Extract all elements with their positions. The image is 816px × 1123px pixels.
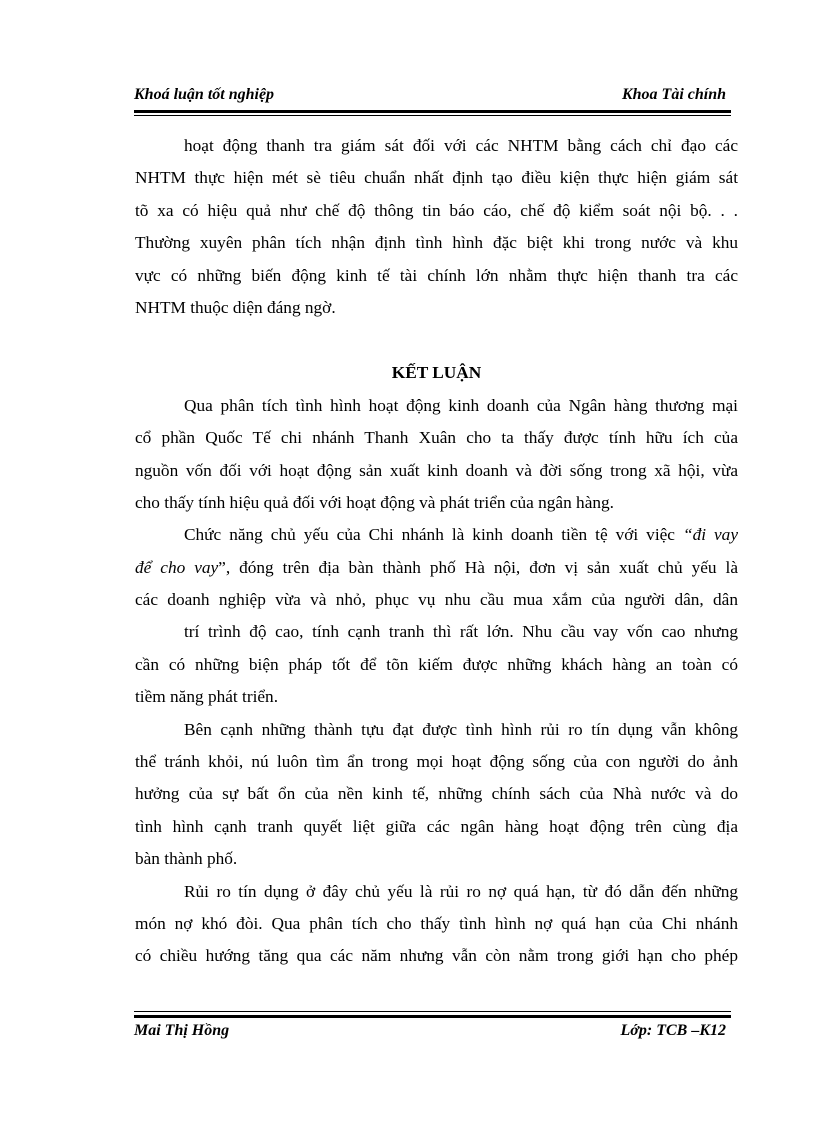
text-line: các doanh nghiệp vừa và nhỏ, phục vụ nhu cầu mua xắm của người dân, dân <box>135 590 738 610</box>
header-thesis-title: Khoá luận tốt nghiệp <box>134 86 275 103</box>
paragraph-4 <box>135 714 738 876</box>
page-footer <box>134 1020 726 1046</box>
footer-divider-thin <box>134 1011 731 1012</box>
text-line: thể tránh khỏi, nú luôn tìm ẩn trong mọi hoạt động sống của con người do ảnh <box>135 752 738 772</box>
section-heading: KẾT LUẬN <box>391 363 482 383</box>
paragraph-2 <box>135 390 738 520</box>
text-line <box>135 519 738 551</box>
text-line: NHTM thuộc diện đáng ngờ. <box>135 297 336 317</box>
footer-author: Mai Thị Hồng <box>134 1022 230 1039</box>
text-line: cổ phần Quốc Tế chi nhánh Thanh Xuân cho ta thấy được tính hữu ích của <box>135 428 738 448</box>
header-divider-thin <box>134 115 731 116</box>
header-faculty: Khoa Tài chính <box>621 86 726 103</box>
text-line: bàn thành phố. <box>135 849 238 869</box>
text-line: Rủi ro tín dụng ở đây chủ yếu là rủi ro nợ quá hạn, từ đó dẫn đến những <box>184 881 738 901</box>
text-line: NHTM thực hiện mét sè tiêu chuẩn nhất định tạo điều kiện thực hiện giám sát <box>135 168 738 188</box>
text-line: có chiều hướng tăng qua các năm nhưng vẫn còn nằm trong giới hạn cho phép <box>135 946 738 966</box>
paragraph-5 <box>135 876 738 973</box>
text-line: cho thấy tính hiệu quả đối với hoạt động và phát triển của ngân hàng. <box>135 492 614 512</box>
header-divider <box>134 110 731 113</box>
text-run: ”, đóng trên địa bàn thành phố Hà nội, đơn vị sản xuất chủ yếu là <box>218 557 738 577</box>
text-line: Thường xuyên phân tích nhận định tình hình đặc biệt khi trong nước và khu <box>135 233 738 253</box>
text-line: tõ xa có hiệu quả như chế độ thông tin báo cáo, chế độ kiểm soát nội bộ. . . <box>135 200 738 220</box>
text-line: trí trình độ cao, tính cạnh tranh thì rất lớn. Nhu cầu vay vốn cao nhưng <box>184 622 738 642</box>
text-line: cần có những biện pháp tốt để tõn kiếm được những khách hàng an toàn có <box>135 654 738 674</box>
quote-text: để cho vay <box>135 557 219 577</box>
footer-divider <box>134 1015 731 1018</box>
text-line: nguồn vốn đối với hoạt động sản xuất kinh doanh và đời sống trong xã hội, vừa <box>135 460 738 480</box>
text-line: vực có những biến động kinh tế tài chính lớn nhằm thực hiện thanh tra các <box>135 265 738 285</box>
text-line: Bên cạnh những thành tựu đạt được tình hình rủi ro tín dụng vẫn không <box>184 719 738 739</box>
paragraph-3 <box>135 519 738 713</box>
text-line: hoạt động thanh tra giám sát đối với các NHTM bằng cách chỉ đạo các <box>184 136 738 155</box>
text-line: món nợ khó đòi. Qua phân tích cho thấy tình hình nợ quá hạn của Chi nhánh <box>135 913 738 933</box>
text-line: tiềm năng phát triển. <box>135 687 279 707</box>
page-header <box>134 84 726 110</box>
page-body <box>135 130 738 973</box>
text-line: Qua phân tích tình hình hoạt động kinh doanh của Ngân hàng thương mại <box>184 395 738 415</box>
footer-class: Lớp: TCB –K12 <box>620 1022 726 1039</box>
text-run: Chức năng chủ yếu của Chi nhánh là kinh doanh tiền tệ với việc <box>184 525 683 545</box>
quote-text: “đi vay <box>682 525 738 545</box>
paragraph-1 <box>135 130 738 324</box>
text-line: hưởng của sự bất ổn của nền kinh tế, những chính sách của Nhà nước và do <box>135 784 738 804</box>
text-line <box>135 552 738 584</box>
text-line: tình hình cạnh tranh quyết liệt giữa các ngân hàng hoạt động trên cùng địa <box>135 816 738 836</box>
